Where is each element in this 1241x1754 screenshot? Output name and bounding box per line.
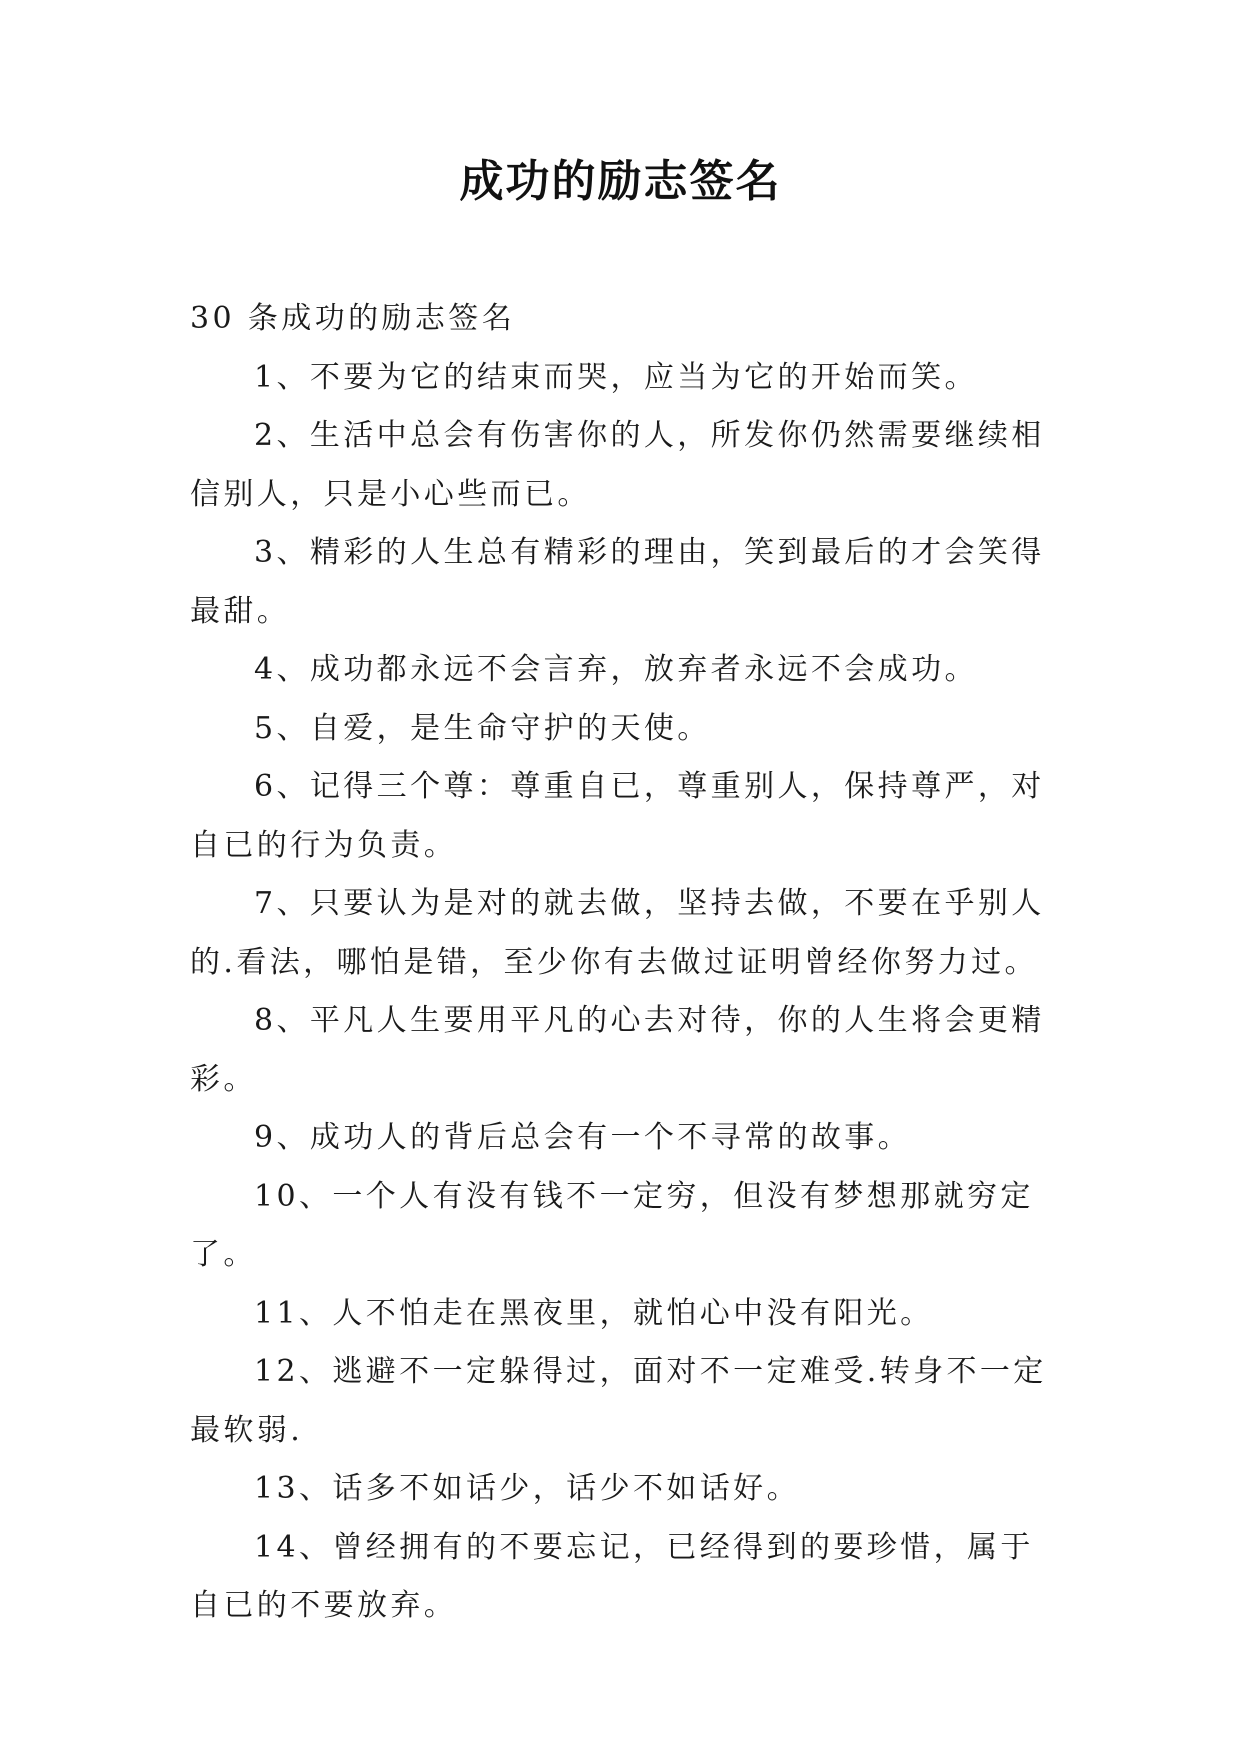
document-body — [190, 290, 1052, 1636]
list-item: 2、生活中总会有伤害你的人，所发你仍然需要继续相信别人，只是小心些而已。 — [190, 418, 1045, 512]
list-item: 4、成功都永远不会言弃，放弃者永远不会成功。 — [254, 652, 978, 687]
list-item: 3、精彩的人生总有精彩的理由，笑到最后的才会笑得最甜。 — [190, 535, 1045, 629]
list-item: 11、人不怕走在黑夜里，就怕心中没有阳光。 — [254, 1295, 934, 1331]
list-item: 13、话多不如话少，话少不如话好。 — [254, 1471, 800, 1506]
list-item: 14、曾经拥有的不要忘记，已经得到的要珍惜，属于自已的不要放弃。 — [190, 1529, 1034, 1623]
list-item: 9、成功人的背后总会有一个不寻常的故事。 — [254, 1120, 912, 1155]
list-item: 10、一个人有没有钱不一定穷，但没有梦想那就穷定了。 — [190, 1178, 1034, 1272]
list-item: 1、不要为它的结束而哭，应当为它的开始而笑。 — [254, 359, 978, 395]
document-subtitle: 30 条成功的励志签名 — [190, 301, 516, 336]
list-item: 6、记得三个尊：尊重自已，尊重别人，保持尊严，对自已的行为负责。 — [190, 769, 1045, 863]
list-item: 12、逃避不一定躲得过，面对不一定难受.转身不一定最软弱. — [190, 1354, 1047, 1448]
list-item: 8、平凡人生要用平凡的心去对待，你的人生将会更精彩。 — [190, 1003, 1045, 1097]
list-item: 5、自爱，是生命守护的天使。 — [254, 710, 711, 746]
list-item: 7、只要认为是对的就去做，坚持去做，不要在乎别人的.看法，哪怕是错，至少你有去做过证明曾经你努力过。 — [190, 886, 1045, 980]
document-title: 成功的励志签名 — [459, 156, 782, 207]
